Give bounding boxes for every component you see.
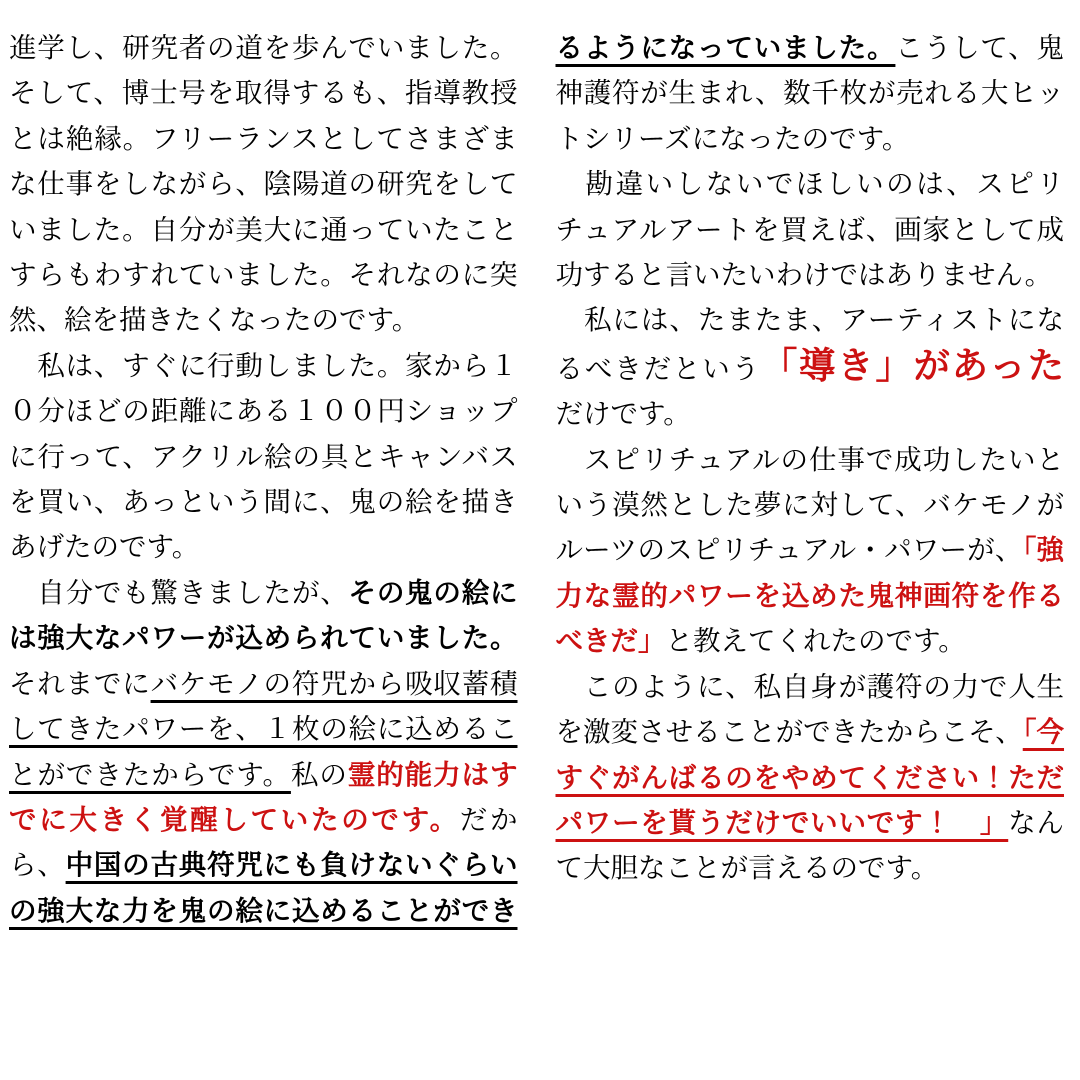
text-run: それまでに xyxy=(9,667,151,699)
text-run: 「導き」があった xyxy=(761,344,1065,386)
text-run: 私は、すぐに行動しました。家から１０分ほどの距離にある１００円ショップに行って、アクリル絵の具とキャンバスを買い、あっという間に、鬼の絵を描きあげたのです。 xyxy=(9,349,518,563)
text-run: 「今すぐがんばるのをやめてください！ただパワーを貰うだけでいいです！ 」 xyxy=(555,716,1065,838)
text-run: スピリチュアルの仕事で成功したいという漠然とした夢に対して、バケモノがルーツのスピリチュアル・パワーが、 xyxy=(555,443,1064,566)
text-run: だから、 xyxy=(9,803,518,881)
text-run: だけです。 xyxy=(555,398,691,430)
text-run: バケモノの符咒から吸収蓄積してきたパワーを、１枚の絵に込めることができたからです。 xyxy=(9,667,518,790)
article-body xyxy=(9,25,1064,933)
text-run: 「強力な霊的パワーを込めた鬼神画符を作るべきだ」 xyxy=(555,534,1064,657)
text-run: その鬼の絵には強大なパワーが込められていました。 xyxy=(9,576,518,654)
text-run: 勘違いしないでほしいのは、スピリチュアルアートを買えば、画家として成功すると言いたいわけではありません。 xyxy=(555,168,1064,291)
text-run: このように、私自身が護符の力で人生を激変させることができたからこそ、 xyxy=(555,670,1064,748)
text-run: 中国の古典符咒にも負けないぐらいの強大な力を鬼の絵に込めることができるようになっていました。 xyxy=(9,32,896,926)
text-run: 私の xyxy=(290,758,348,790)
text-run: 私には、たまたま、アーティストになるべきだという xyxy=(555,304,1064,384)
text-run: なんて大胆なことが言えるのです。 xyxy=(555,806,1065,884)
text-run: 自分でも驚きましたが、 xyxy=(9,576,349,608)
text-run: と教えてくれたのです。 xyxy=(665,625,966,657)
text-run: 進学し、研究者の道を歩んでいました。そして、博士号を取得するも、指導教授とは絶縁。フリーランスとしてさまざまな仕事をしながら、陰陽道の研究をしていました。自分が美大に通っていたことすらもわすれていました。それなのに突然、絵を描きたくなったのです。 xyxy=(9,32,518,336)
text-run: 霊的能力はすでに大きく覚醒していたのです。 xyxy=(9,758,518,835)
text-run: こうして、鬼神護符が生まれ、数千枚が売れる大ヒットシリーズになったのです。 xyxy=(555,32,1065,154)
